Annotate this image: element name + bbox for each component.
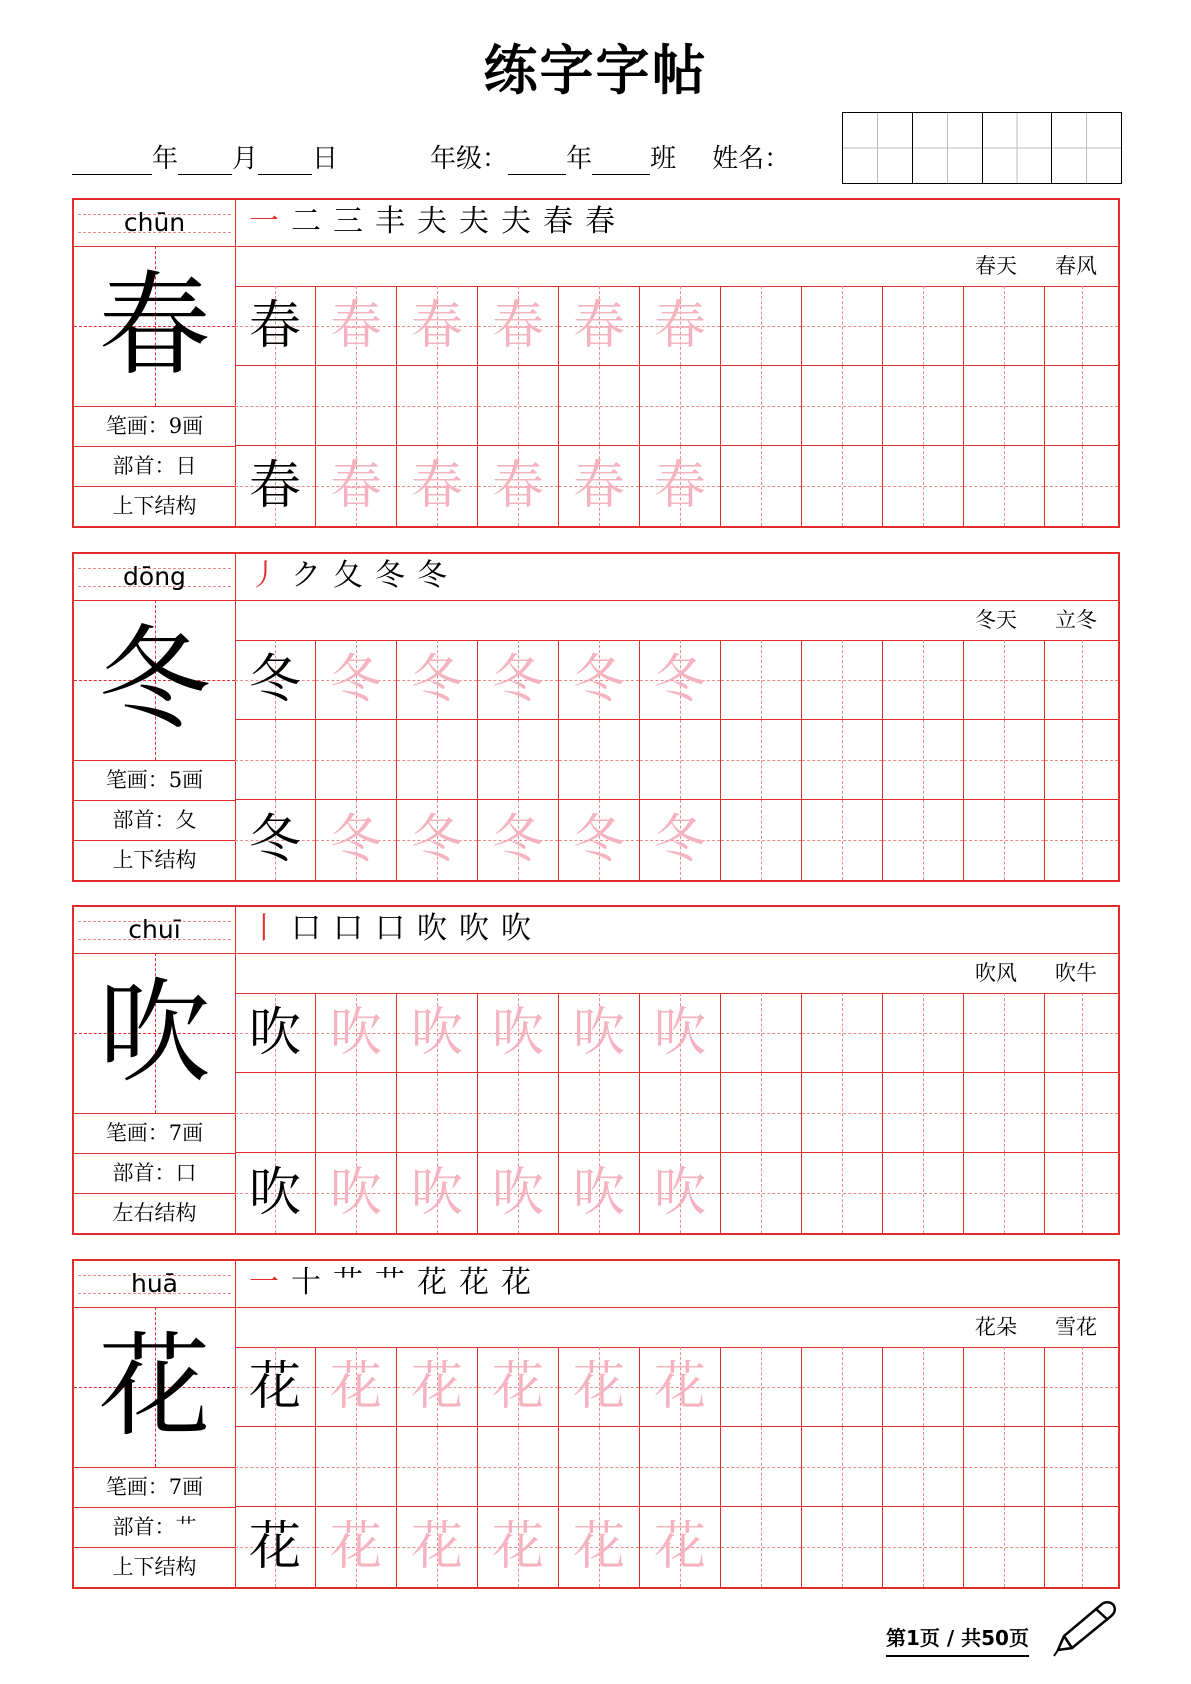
practice-cell[interactable]: 花 [559,1347,640,1427]
character-block [72,198,1120,528]
practice-cell[interactable]: 春 [559,446,640,526]
practice-cell[interactable] [640,1427,721,1507]
practice-grid[interactable] [235,286,1118,526]
stroke-step: 丰 [375,204,405,239]
practice-cell[interactable]: 花 [235,1347,316,1427]
practice-cell[interactable] [316,1427,397,1507]
pinyin-label: chuī [74,907,235,954]
stroke-step: 一 [249,1265,279,1300]
stroke-step: 夫 [459,204,489,239]
practice-cell[interactable]: 花 [478,1507,559,1587]
practice-cell[interactable] [802,1347,883,1427]
practice-cell[interactable] [1045,1507,1118,1587]
name-box[interactable] [843,113,913,183]
practice-cell[interactable] [721,640,802,720]
practice-cell[interactable] [559,366,640,446]
character-info-panel [74,200,236,526]
practice-cell[interactable]: 冬 [235,640,316,720]
structure-label: 上下结构 [112,494,197,518]
practice-cell[interactable] [1045,286,1118,366]
radical-label: 部首：艹 [74,1507,235,1548]
practice-cell[interactable] [478,366,559,446]
grade-year-label: 年 [566,144,593,174]
example-word: 吹牛 [1055,961,1097,985]
example-word: 吹风 [975,961,1017,985]
practice-cell[interactable] [235,366,316,446]
practice-cell[interactable] [559,1073,640,1153]
stroke-order-row [235,554,1118,601]
pinyin-label: chūn [74,200,235,247]
example-words-row [235,953,1118,994]
practice-cell[interactable]: 春 [559,286,640,366]
stroke-step: 吹 [459,911,489,946]
day-blank[interactable] [258,140,312,175]
practice-cell[interactable]: 冬 [397,640,478,720]
stroke-step: 丨 [249,911,279,946]
practice-cell[interactable] [1045,720,1118,800]
practice-cell[interactable] [964,993,1045,1073]
practice-cell[interactable] [883,1073,964,1153]
stroke-step: 花 [417,1265,447,1300]
practice-area [235,200,1118,526]
practice-cell[interactable] [397,366,478,446]
practice-cell[interactable] [883,1427,964,1507]
practice-cell[interactable] [397,1073,478,1153]
character-block [72,905,1120,1235]
practice-cell[interactable]: 春 [316,286,397,366]
stroke-step: 花 [459,1265,489,1300]
stroke-step: 口 [291,911,321,946]
practice-cell[interactable] [964,446,1045,526]
pinyin-label: dōng [74,554,235,601]
practice-cell[interactable] [1045,640,1118,720]
structure-label: 上下结构 [112,1555,197,1579]
practice-cell[interactable]: 春 [235,286,316,366]
example-words-row [235,246,1118,287]
practice-cell[interactable]: 吹 [640,1153,721,1233]
character-info-panel [74,554,236,880]
practice-cell[interactable] [397,1427,478,1507]
stroke-step: 花 [501,1265,531,1300]
practice-cell[interactable] [559,720,640,800]
practice-area [235,907,1118,1233]
stroke-count: 笔画：7画 [74,1467,235,1508]
example-word: 花朵 [975,1315,1017,1339]
radical-label: 部首：口 [74,1153,235,1194]
stroke-step: 十 [291,1265,321,1300]
pinyin-label: huā [74,1261,235,1308]
practice-grid[interactable] [235,993,1118,1233]
practice-cell[interactable] [1045,366,1118,446]
practice-cell[interactable] [559,1427,640,1507]
stroke-count: 笔画：9画 [74,406,235,447]
practice-cell[interactable]: 春 [478,446,559,526]
example-word: 雪花 [1055,1315,1097,1339]
practice-cell[interactable] [721,1347,802,1427]
name-box[interactable] [913,113,983,183]
practice-cell[interactable] [883,993,964,1073]
stroke-step: 口 [333,911,363,946]
practice-cell[interactable]: 吹 [478,1153,559,1233]
practice-cell[interactable] [964,366,1045,446]
practice-cell[interactable]: 春 [397,286,478,366]
name-box[interactable] [983,113,1053,183]
stroke-step: 艹 [333,1265,363,1300]
practice-cell[interactable] [883,1153,964,1233]
practice-cell[interactable] [1045,800,1118,880]
practice-cell[interactable]: 春 [235,446,316,526]
practice-cell[interactable] [883,286,964,366]
practice-cell[interactable]: 花 [397,1347,478,1427]
stroke-step: 丿 [249,558,279,593]
practice-cell[interactable]: 吹 [397,993,478,1073]
practice-cell[interactable]: 冬 [235,800,316,880]
character-block [72,1259,1120,1589]
practice-cell[interactable]: 吹 [559,1153,640,1233]
example-word: 立冬 [1055,608,1097,632]
practice-cell[interactable] [235,1427,316,1507]
practice-cell[interactable]: 春 [316,446,397,526]
character-info-panel [74,907,236,1233]
stroke-order-row [235,200,1118,247]
practice-cell[interactable]: 花 [397,1507,478,1587]
model-character: 花 [74,1307,235,1468]
month-label: 月 [232,144,259,174]
practice-cell[interactable] [802,446,883,526]
practice-cell[interactable]: 春 [397,446,478,526]
practice-area [235,1261,1118,1587]
practice-cell[interactable] [640,1073,721,1153]
practice-cell[interactable] [235,1073,316,1153]
character-info-panel [74,1261,236,1587]
practice-cell[interactable] [802,993,883,1073]
stroke-step: 二 [291,204,321,239]
practice-cell[interactable]: 花 [640,1347,721,1427]
practice-cell[interactable]: 吹 [640,993,721,1073]
practice-cell[interactable]: 冬 [316,800,397,880]
practice-cell[interactable] [721,446,802,526]
practice-cell[interactable] [883,446,964,526]
radical-label: 部首：日 [74,446,235,487]
practice-cell[interactable] [721,1507,802,1587]
practice-cell[interactable] [964,1153,1045,1233]
example-word: 春风 [1055,254,1097,278]
practice-cell[interactable] [316,366,397,446]
practice-cell[interactable]: 吹 [235,1153,316,1233]
practice-cell[interactable] [316,1073,397,1153]
header-info [72,138,790,184]
practice-cell[interactable] [721,286,802,366]
practice-cell[interactable]: 吹 [559,993,640,1073]
radical-label: 部首：夂 [74,800,235,841]
practice-cell[interactable] [883,640,964,720]
practice-cell[interactable] [640,720,721,800]
grade-year-blank[interactable] [508,140,566,175]
stroke-step: 一 [249,204,279,239]
practice-grid[interactable] [235,640,1118,880]
practice-cell[interactable] [883,366,964,446]
practice-cell[interactable]: 花 [640,1507,721,1587]
stroke-step: 夫 [417,204,447,239]
class-label: 班 [650,144,677,174]
practice-cell[interactable] [478,1427,559,1507]
stroke-order-row [235,1261,1118,1308]
practice-cell[interactable] [883,800,964,880]
practice-cell[interactable] [964,1427,1045,1507]
stroke-step: 冬 [417,558,447,593]
name-label: 姓名： [712,144,791,174]
practice-cell[interactable] [964,720,1045,800]
stroke-step: 夫 [501,204,531,239]
stroke-step: 口 [375,911,405,946]
practice-cell[interactable] [964,1507,1045,1587]
practice-cell[interactable] [1045,1073,1118,1153]
practice-cell[interactable] [802,1507,883,1587]
practice-cell[interactable] [721,1427,802,1507]
grade-label: 年级： [430,144,509,174]
practice-cell[interactable]: 冬 [640,800,721,880]
practice-cell[interactable]: 冬 [316,640,397,720]
practice-cell[interactable]: 吹 [478,993,559,1073]
practice-cell[interactable]: 花 [316,1507,397,1587]
practice-cell[interactable]: 冬 [559,800,640,880]
model-character: 春 [74,246,235,407]
practice-cell[interactable] [1045,993,1118,1073]
practice-cell[interactable] [721,720,802,800]
practice-cell[interactable] [478,720,559,800]
practice-cell[interactable]: 春 [478,286,559,366]
practice-area [235,554,1118,880]
stroke-step: 吹 [417,911,447,946]
name-box[interactable] [1052,113,1121,183]
example-word: 春天 [975,254,1017,278]
practice-cell[interactable]: 吹 [235,993,316,1073]
practice-cell[interactable] [397,720,478,800]
practice-cell[interactable] [721,1073,802,1153]
name-boxes[interactable] [842,112,1122,184]
practice-cell[interactable]: 春 [640,446,721,526]
practice-cell[interactable]: 花 [316,1347,397,1427]
practice-cell[interactable] [721,366,802,446]
practice-cell[interactable] [1045,446,1118,526]
practice-cell[interactable] [964,800,1045,880]
year-label: 年 [152,144,179,174]
practice-grid[interactable] [235,1347,1118,1587]
practice-cell[interactable] [964,640,1045,720]
practice-cell[interactable] [235,720,316,800]
stroke-step: 春 [543,204,573,239]
practice-cell[interactable] [640,366,721,446]
practice-cell[interactable]: 冬 [640,640,721,720]
practice-cell[interactable]: 花 [559,1507,640,1587]
example-word: 冬天 [975,608,1017,632]
practice-cell[interactable]: 冬 [397,800,478,880]
structure-label: 左右结构 [112,1201,197,1225]
pen-icon [1050,1598,1120,1658]
practice-cell[interactable] [802,1073,883,1153]
stroke-step: 夂 [333,558,363,593]
practice-cell[interactable] [1045,1427,1118,1507]
practice-cell[interactable]: 吹 [316,993,397,1073]
stroke-step: ク [291,558,321,593]
stroke-step: 艹 [375,1265,405,1300]
structure-label: 上下结构 [112,848,197,872]
day-label: 日 [312,144,339,174]
practice-cell[interactable]: 花 [235,1507,316,1587]
practice-cell[interactable]: 花 [478,1347,559,1427]
stroke-count: 笔画：5画 [74,760,235,801]
practice-cell[interactable]: 吹 [397,1153,478,1233]
practice-cell[interactable] [721,993,802,1073]
practice-cell[interactable]: 冬 [478,800,559,880]
character-block [72,552,1120,882]
practice-cell[interactable] [883,1507,964,1587]
practice-cell[interactable] [964,286,1045,366]
year-blank[interactable] [72,140,152,175]
practice-cell[interactable] [964,1073,1045,1153]
stroke-order-row [235,907,1118,954]
example-words-row [235,600,1118,641]
class-blank[interactable] [592,140,650,175]
practice-cell[interactable] [883,720,964,800]
practice-cell[interactable] [802,1427,883,1507]
practice-cell[interactable] [802,1153,883,1233]
practice-cell[interactable] [802,640,883,720]
page-footer: 第1页 / 共50页 [886,1622,1029,1657]
practice-cell[interactable] [316,720,397,800]
practice-cell[interactable] [721,800,802,880]
practice-cell[interactable] [1045,1153,1118,1233]
practice-cell[interactable] [964,1347,1045,1427]
practice-cell[interactable] [883,1347,964,1427]
practice-cell[interactable]: 冬 [559,640,640,720]
stroke-step: 春 [585,204,615,239]
stroke-step: 冬 [375,558,405,593]
practice-cell[interactable] [802,800,883,880]
practice-cell[interactable] [1045,1347,1118,1427]
model-character: 冬 [74,600,235,761]
example-words-row [235,1307,1118,1348]
page-title: 练字字帖 [483,39,708,102]
stroke-step: 吹 [501,911,531,946]
practice-cell[interactable] [802,366,883,446]
practice-cell[interactable]: 吹 [316,1153,397,1233]
practice-cell[interactable] [478,1073,559,1153]
stroke-count: 笔画：7画 [74,1113,235,1154]
month-blank[interactable] [178,140,232,175]
practice-cell[interactable] [802,720,883,800]
practice-cell[interactable] [721,1153,802,1233]
stroke-step: 三 [333,204,363,239]
practice-cell[interactable]: 冬 [478,640,559,720]
practice-cell[interactable] [802,286,883,366]
practice-cell[interactable]: 春 [640,286,721,366]
model-character: 吹 [74,953,235,1114]
